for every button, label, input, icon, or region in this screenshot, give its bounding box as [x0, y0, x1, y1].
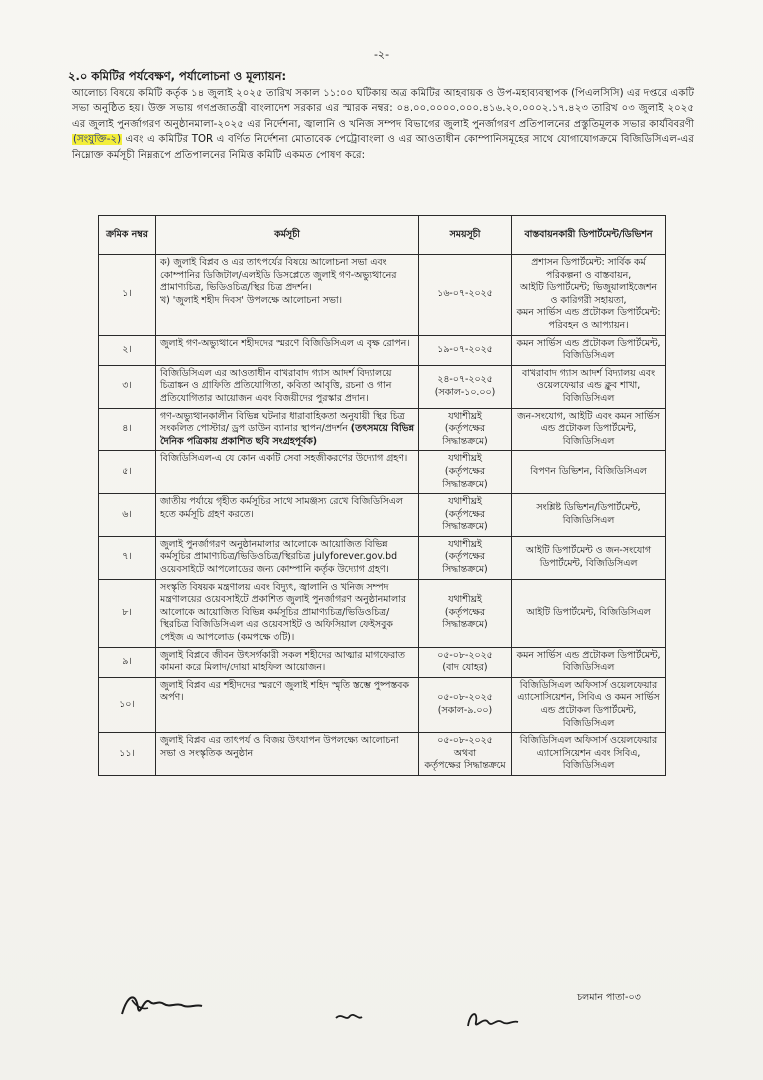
row-serial: ৬।	[99, 494, 156, 537]
row-department: সংশ্লিষ্ট ডিভিশন/ডিপার্টমেন্ট, বিজিডিসিএল	[512, 494, 666, 537]
row-serial: ১০।	[99, 677, 156, 732]
row-program	[156, 494, 419, 537]
row-schedule: যথাশীঘ্রই (কর্তৃপক্ষের সিদ্ধান্তক্রমে)	[419, 536, 512, 579]
header-serial: ক্রমিক নম্বর	[99, 216, 156, 255]
table-row	[99, 579, 666, 647]
row-schedule: ০৫-০৮-২০২৫ অথবা কর্তৃপক্ষের সিদ্ধান্তক্রমে	[419, 733, 512, 776]
row-department: কমন সার্ভিস এন্ড প্রটোকল ডিপার্টমেন্ট, বিজিডিসিএল	[512, 647, 666, 677]
signature-2-icon	[334, 1008, 364, 1026]
row-department: বিজিডিসিএল অফিসার্স ওয়েলফেয়ার এ্যাসোসিয়েশন এবং সিবিএ, বিজিডিসিএল	[512, 733, 666, 776]
intro-paragraph	[72, 86, 694, 163]
row-program	[156, 451, 419, 494]
table-header-row	[99, 216, 666, 255]
signature-3-icon	[462, 1006, 520, 1034]
row-program-text: বিজিডিসিএল-এ যে কোন একটি সেবা সহজীকরণের উদ্যোগ গ্রহণ।	[160, 453, 408, 465]
table-row	[99, 408, 666, 451]
row-program	[156, 255, 419, 336]
row-program-text: জুলাই বিপ্লব এর তাৎপর্য ও বিজয় উৎযাপন উপলক্ষ্যে আলোচনা সভা ও সংস্কৃতিক অনুষ্ঠান	[160, 735, 399, 759]
row-schedule: ০৫-০৮-২০২৫ (বাদ যোহর)	[419, 647, 512, 677]
table-row	[99, 536, 666, 579]
row-serial: ৩।	[99, 365, 156, 408]
row-program-text: জুলাই পুনর্জাগরণ অনুষ্ঠানমালার আলোকে আয়োজিত বিভিন্ন কর্মসূচির প্রামাণ্যচিত্র/ভিডিওচিত্র/স্থিরচিত্র julyforever.gov.bd ওয়েবসাইটে আপলোডের জন্য কোম্পানি কর্তৃক উদ্যোগ গ্রহণ।	[160, 538, 398, 576]
row-department: প্রশাসন ডিপার্টমেন্ট: সার্বিক কর্ম পরিকল্পনা ও বাস্তবায়ন, আইটি ডিপার্টমেন্ট; ভিজুয়ালাইজেশন ও কারিগরী সহায়তা, কমন সার্ভিস এন্ড প্রটোকল ডিপার্টমেন্ট: পরিবহন ও আপ্যায়ন।	[512, 255, 666, 336]
row-program-text: গণ-অভ্যুত্থানকালীন বিভিন্ন ঘটনার ধারাবাহিকতা অনুযায়ী স্থির চিত্র সংকলিত পোস্টার/ ড্রপ ডাউন ব্যানার স্থাপন/প্রদর্শন	[160, 410, 405, 435]
row-program	[156, 365, 419, 408]
table-row	[99, 677, 666, 732]
row-serial: ৯।	[99, 647, 156, 677]
row-program-text: সংস্কৃতি বিষয়ক মন্ত্রণালয় এবং বিদ্যুৎ, জ্বালানি ও খনিজ সম্পদ মন্ত্রণালয়ের ওয়েবসাইটে প্রকাশিত জুলাই পুনর্জাগরণ অনুষ্ঠানমালার আলোকে আয়োজিত বিভিন্ন কর্মসূচির প্রামাণ্যচিত্র/ভিডিওচিত্র/স্থিরচিত্র বিজিডিসিএল এর ওয়েবসাইট ও অফিসিয়াল ফেইসবুক পেইজ এ আপলোড (কমপক্ষে ৩টি)।	[160, 581, 406, 644]
row-serial: ৮।	[99, 579, 156, 647]
paragraph-text-after: এবং এ কমিটির TOR এ বর্ণিত নির্দেশনা মোতাবেক পেট্রোবাংলা ও এর আওতাধীন কোম্পানিসমূহের সাথে যোগাযোগক্রমে বিজিডিসিএল-এর নিম্নোক্ত কর্মসূচী নিম্নরূপে প্রতিপালনের নিমিত্ত কমিটি একমত পোষণ করে:	[72, 134, 694, 161]
row-department: বিপণন ডিভিশন, বিজিডিসিএল	[512, 451, 666, 494]
page-number: -২-	[373, 48, 390, 61]
table-row	[99, 647, 666, 677]
row-department: আইটি ডিপার্টমেন্ট ও জন-সংযোগ ডিপার্টমেন্ট, বিজিডিসিএল	[512, 536, 666, 579]
row-department: বিজিডিসিএল অফিসার্স ওয়েলফেয়ার এ্যাসোসিয়েশন, সিবিএ ও কমন সার্ভিস এন্ড প্রটোকল ডিপার্টমেন্ট, বিজিডিসিএল	[512, 677, 666, 732]
table-row	[99, 733, 666, 776]
table-row	[99, 494, 666, 537]
table-row	[99, 335, 666, 365]
row-program-text: জাতীয় পর্যায়ে গৃহীত কর্মসূচির সাথে সামঞ্জস্য রেখে বিজিডিসিএল হতে কর্মসূচি গ্রহণ করতে।	[160, 496, 403, 520]
row-schedule: যথাশীঘ্রই (কর্তৃপক্ষের সিদ্ধান্তক্রমে)	[419, 451, 512, 494]
row-schedule: ০৫-০৮-২০২৫ (সকাল-৯.০০)	[419, 677, 512, 732]
table-row	[99, 365, 666, 408]
row-program	[156, 733, 419, 776]
row-program	[156, 579, 419, 647]
row-program	[156, 335, 419, 365]
header-department: বাস্তবায়নকারী ডিপার্টমেন্ট/ডিভিশন	[512, 216, 666, 255]
row-program-text: জুলাই বিপ্লব এর শহীদদের স্মরণে জুলাই শহিদ স্মৃতি স্তম্ভে পুষ্পস্তবক অর্পণ।	[160, 679, 409, 704]
header-schedule: সময়সূচী	[419, 216, 512, 255]
table-row	[99, 255, 666, 336]
row-program-text: জুলাই গণ-অভ্যুত্থানে শহীদদের স্মরণে বিজিডিসিএল এ বৃক্ষ রোপন।	[160, 337, 410, 349]
row-schedule: যথাশীঘ্রই (কর্তৃপক্ষের সিদ্ধান্তক্রমে)	[419, 579, 512, 647]
row-schedule: যথাশীঘ্রই (কর্তৃপক্ষের সিদ্ধান্তক্রমে)	[419, 494, 512, 537]
row-program	[156, 536, 419, 579]
signature-1-icon	[118, 988, 204, 1022]
row-serial: ১১।	[99, 733, 156, 776]
row-serial: ২।	[99, 335, 156, 365]
row-program	[156, 647, 419, 677]
continuation-note: চলমান পাতা-০৩	[577, 992, 641, 1003]
row-schedule: ১৯-০৭-২০২৫	[419, 335, 512, 365]
row-program-text: ক) জুলাই বিপ্লব ও এর তাৎপর্যের বিষয়ে আলোচনা সভা এবং কোম্পানির ডিজিটাল/এলইডি ডিসপ্লেতে জুলাই গণ-অভ্যুত্থানের প্রামাণ্যচিত্র, ভিডিওচিত্র/স্থির চিত্র প্রদর্শন। খ) 'জুলাই শহীদ দিবস' উপলক্ষে আলোচনা সভা।	[160, 257, 397, 306]
row-schedule: যথাশীঘ্রই (কর্তৃপক্ষের সিদ্ধান্তক্রমে)	[419, 408, 512, 451]
row-program	[156, 408, 419, 451]
row-serial: ৭।	[99, 536, 156, 579]
row-department: কমন সার্ভিস এন্ড প্রটোকল ডিপার্টমেন্ট, বিজিডিসিএল	[512, 335, 666, 365]
row-department: বাখরাবাদ গ্যাস আদর্শ বিদ্যালয় এবং ওয়েলফেয়ার এন্ড ক্লুব শাখা, বিজিডিসিএল	[512, 365, 666, 408]
row-serial: ৪।	[99, 408, 156, 451]
row-department: জন-সংযোগ, আইটি এবং কমন সার্ভিস এন্ড প্রটোকল ডিপার্টমেন্ট, বিজিডিসিএল	[512, 408, 666, 451]
paragraph-text-before: আলোচ্য বিষয়ে কমিটি কর্তৃক ১৪ জুলাই ২০২৫ তারিখ সকাল ১১:০০ ঘটিকায় অত্র কমিটির আহবায়ক ও উপ-মহাব্যবস্থাপক (পিএলসিসি) এর দপ্তরে একটি সভা অনুষ্ঠিত হয়। উক্ত সভায় গণপ্রজাতন্ত্রী বাংলাদেশ সরকার এর স্মারক নম্বর: ০৪.০০.০০০০.০০০.৪১৬.২০.০০০২.১৭.৪২৩ তারিখ ০৩ জুলাই ২০২৫ এর জুলাই পুনর্জাগরণ অনুষ্ঠানমালা-২০২৫ এর নির্দেশনা, জ্বালানি ও খনিজ সম্পদ বিভাগের জুলাই পুনর্জাগরণ প্রতিপালনের প্রস্তুতিমূলক সভার কার্যবিবরণী	[72, 88, 694, 130]
row-serial: ৫।	[99, 451, 156, 494]
row-program-text: বিজিডিসিএল এর আওতাধীন বাখরাবাদ গ্যাস আদর্শ বিদ্যালয়ে চিত্রাঙ্কন ও গ্রাফিতি প্রতিযোগিতা, কবিতা আবৃত্তি, রচনা ও গান প্রতিযোগিতার আয়োজন এবং বিজয়ীদের পুরস্কার প্রদান।	[160, 367, 392, 404]
row-program-text: জুলাই বিপ্লবে জীবন উৎসর্গকারী সকল শহীদের আত্মার মাগফেরাত কামনা করে মিলাদ/দোয়া মাহফিল আয়োজন।	[160, 649, 405, 674]
row-serial: ১।	[99, 255, 156, 336]
row-program-bold-text: (তৎসময়ে বিভিন্ন দৈনিক পত্রিকায় প্রকাশিত ছবি সংগ্রহপূর্বক)	[160, 423, 414, 447]
row-schedule: ২৪-০৭-২০২৫ (সকাল-১০.০০)	[419, 365, 512, 408]
program-table	[98, 215, 666, 776]
attachment-highlight: (সংযুক্তি-২)	[73, 134, 122, 146]
section-heading: ২.০ কমিটির পর্যবেক্ষণ, পর্যালোচনা ও মূল্যায়ন:	[68, 69, 287, 83]
row-department: আইটি ডিপার্টমেন্ট, বিজিডিসিএল	[512, 579, 666, 647]
table-row	[99, 451, 666, 494]
header-program: কর্মসূচী	[156, 216, 419, 255]
row-program	[156, 677, 419, 732]
row-schedule: ১৬-০৭-২০২৫	[419, 255, 512, 336]
